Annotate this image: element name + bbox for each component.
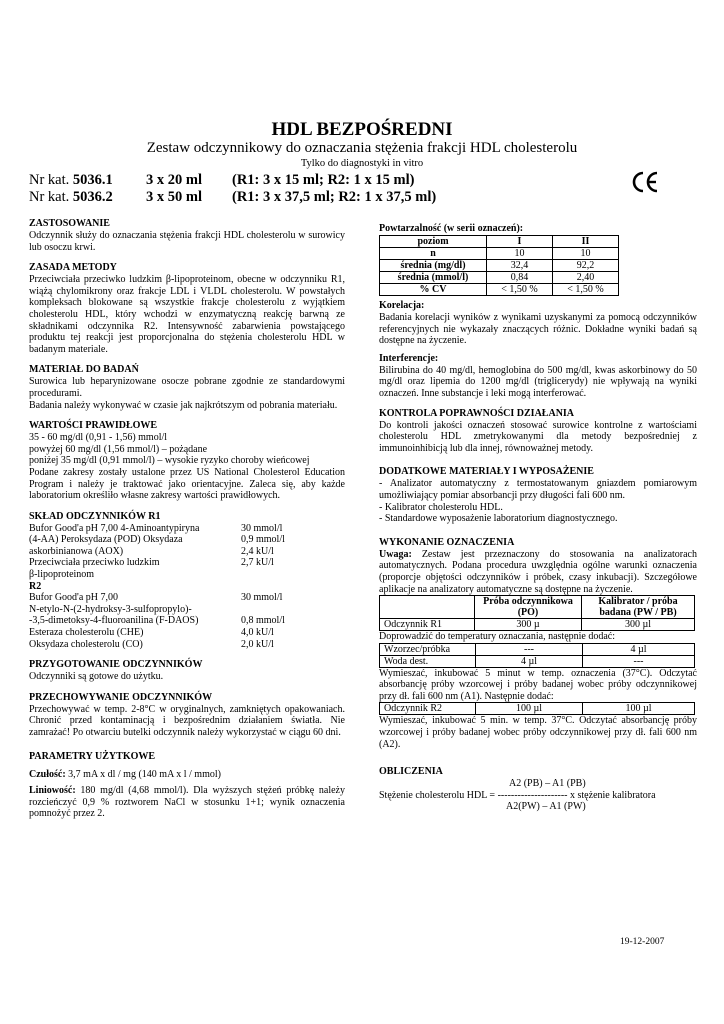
section-sklad	[29, 511, 345, 651]
list-item: - Standardowe wyposażenie laboratorium diagnostycznego.	[379, 513, 618, 525]
section-parametry	[29, 751, 345, 820]
table-row: średnia (mg/dl) 32,4 92,2	[380, 260, 619, 272]
section-text: Przeciwciała przeciwko ludzkim β-lipoproteinom, obecne w odczynniku R1, wiążą chylomikrony oraz frakcje LDL i VLDL cholesterolu. W powstałych kompleksach blokowane są wszystkie frakcje cholesterolu z wyjątkiem cholesterolu HDL, który wchodzi w enzymatyczną reakcję barwną ze składnikami odczynnika R2. Intensywność zabarwienia powstającego produktu tej reakcji jest proporcjonalna do stężenia cholesterolu HDL w badanym materiale.	[29, 274, 345, 355]
reagent-row: β-lipoproteinom	[29, 569, 95, 581]
document-date: 19-12-2007	[620, 937, 665, 947]
section-text: Surowica lub heparynizowane osocze pobrane zgodnie ze standardowymi procedurami.	[29, 376, 345, 399]
section-przechowywanie	[29, 692, 345, 739]
section-text: Odczynniki są gotowe do użytku.	[29, 671, 164, 683]
section-heading: ZASADA METODY	[29, 262, 117, 274]
section-text: Przechowywać w temp. 2-8°C w oryginalnych, zamkniętych opakowaniach. Chronić przed kontaminacją i bezpośrednim działaniem światła. Nie zamrażać! Po otwarciu butelki odczynnik należy wykorzystać w ciągu 60 dni.	[29, 703, 345, 738]
reagent-row: -3,5-dimetoksy-4-fluoroanilina (F-DAOS) 0,8 mmol/l	[29, 615, 285, 627]
section-heading: PRZECHOWYWANIE ODCZYNNIKÓW	[29, 691, 213, 703]
procedure-step: Wymieszać, inkubować 5 minut w temp. oznaczenia (37°C). Odczytać absorbancję próby wzorcowej i próby badanej wobec próby odczynnikowej przy dł. fali 600 nm (A1). Następnie dodać:	[379, 667, 697, 702]
section-heading: DODATKOWE MATERIAŁY I WYPOSAŻENIE	[379, 466, 594, 478]
range-line: powyżej 60 mg/dl (1,56 mmol/l) – pożądane	[29, 443, 208, 455]
table-row: Woda dest. 4 µl ---	[380, 655, 695, 667]
list-item: - Analizator automatyczny z termostatowanym gniazdem pomiarowym umożliwiający pomiar absorbancji przy długości fali 600 nm.	[379, 478, 697, 501]
section-text: Badania korelacji wyników z wynikami uzyskanymi za pomocą odczynników referencyjnych nie wykazały znaczących różnic. Dokładne wyniki badań są dostępne na życzenie.	[379, 312, 697, 347]
section-text: Badania należy wykonywać w czasie jak najkrótszym od pobrania materiału.	[29, 399, 338, 411]
ce-mark-icon	[631, 170, 659, 194]
section-wartosci	[29, 420, 345, 502]
section-heading: WYKONANIE OZNACZENIA	[379, 536, 515, 548]
section-heading: Korelacja:	[379, 300, 425, 311]
range-line: poniżej 35 mg/dl (0,91 mmol/l) – wysokie ryzyko choroby wieńcowej	[29, 455, 310, 467]
procedure-table	[379, 595, 695, 631]
reagent-row: Bufor Good'a pH 7,00 4-Aminoantypiryna 30 mmol/l	[29, 522, 283, 534]
catalog-quantity: 3 x 20 ml	[146, 172, 202, 188]
section-text: Bilirubina do 40 mg/dl, hemoglobina do 500 mg/dl, kwas askorbinowy do 50 mg/dl oraz lipemia do 1200 mg/dl (triglicerydy) nie wpływają na wyniki oznaczeń. Inne substancje i leki mogą interferować.	[379, 364, 697, 399]
reagent-row: Oksydaza cholesterolu (CO) 2,0 kU/l	[29, 638, 274, 650]
section-obliczenia	[379, 766, 697, 813]
table-row: Odczynnik R1 300 µ 300 µl	[380, 619, 695, 631]
section-kontrola	[379, 408, 697, 455]
reagent-row: (4-AA) Peroksydaza (POD) Oksydaza 0,9 mmol/l	[29, 534, 285, 546]
table-header-row: Próba odczynnikowa (PO) Kalibrator / próba badana (PW / PB)	[380, 596, 695, 619]
reagent-row: N-etylo-N-(2-hydroksy-3-sulfopropylo)-	[29, 603, 192, 615]
section-dodatkowe	[379, 466, 697, 524]
section-heading: PARAMETRY UŻYTKOWE	[29, 750, 156, 762]
section-heading: KONTROLA POPRAWNOŚCI DZIAŁANIA	[379, 407, 575, 419]
section-wykonanie	[379, 537, 697, 751]
procedure-step: Doprowadzić do temperatury oznaczania, następnie dodać:	[379, 631, 616, 643]
table-row: średnia (mmol/l) 0,84 2,40	[380, 272, 619, 284]
catalog-quantity: 3 x 50 ml	[146, 189, 202, 205]
formula-line: Stężenie cholesterolu HDL = --------------------- x stężenie kalibratora	[379, 789, 656, 801]
section-heading: OBLICZENIA	[379, 766, 443, 778]
formula-denominator: A2(PW) – A1 (PW)	[506, 801, 586, 813]
section-przygotowanie	[29, 659, 345, 683]
liniowosc-line: Liniowość: 180 mg/dl (4,68 mmol/l). Dla wyższych stężeń próbkę należy rozcieńczyć 0,9 % roztworem NaCl w stosunku 1+1; wynik oznaczenia pomnożyć przez 2.	[29, 785, 345, 820]
section-heading: Powtarzalność (w serii oznaczeń):	[379, 223, 524, 234]
section-text: Podane zakresy zostały ustalone przez US National Cholesterol Education Program i należy je traktować jako orientacyjne. Zaleca się, aby każde laboratorium określiło własne zakresy wartości prawidłowych.	[29, 466, 345, 502]
r2-label: R2	[29, 580, 42, 592]
czulosc-line: Czułość: 3,7 mA x dl / mg (140 mA x l / mmol)	[29, 768, 221, 780]
reagent-row: askorbinianowa (AOX) 2,4 kU/l	[29, 545, 274, 557]
procedure-step: Wymieszać, inkubować 5 min. w temp. 37°C. Odczytać absorbancję próby wzorcowej i próby badanej wobec próby odczynnikowej przy dł. fali 600 nm (A2).	[379, 715, 697, 750]
reagent-row: Przeciwciała przeciwko ludzkim 2,7 kU/l	[29, 557, 274, 569]
range-line: 35 - 60 mg/dl (0,91 - 1,56) mmol/l	[29, 432, 168, 444]
table-row: % CV < 1,50 % < 1,50 %	[380, 284, 619, 296]
procedure-table	[379, 643, 695, 668]
table-row: Odczynnik R2 100 µl 100 µl	[380, 703, 695, 715]
section-zasada	[29, 262, 345, 355]
table-header-row: poziom I II	[380, 236, 619, 248]
section-heading: PRZYGOTOWANIE ODCZYNNIKÓW	[29, 659, 203, 671]
catalog-composition: (R1: 3 x 37,5 ml; R2: 1 x 37,5 ml)	[232, 189, 437, 205]
reagent-row: Esteraza cholesterolu (CHE) 4,0 kU/l	[29, 627, 274, 639]
section-korelacja	[379, 300, 697, 347]
procedure-table	[379, 702, 695, 715]
diagnostic-note: Tylko do diagnostyki in vitro	[300, 158, 424, 169]
section-heading: Interferencje:	[379, 352, 439, 364]
list-item: - Kalibrator cholesterolu HDL.	[379, 501, 503, 513]
right-column	[379, 223, 697, 819]
reagent-row: Bufor Good'a pH 7,00 30 mmol/l	[29, 592, 283, 604]
repeatability-table	[379, 235, 619, 296]
section-text: Do kontroli jakości oznaczeń stosować surowice kontrolne z wartościami cholesterolu HDL zmetrykowanymi dla metody bezpośredniej z immunoinhibicją lub dla innej, równoważnej metody.	[379, 419, 697, 454]
section-text: Odczynnik służy do oznaczania stężenia frakcji HDL cholesterolu w surowicy lub osoczu krwi.	[29, 230, 345, 253]
catalog-row: Nr kat. 5036.1	[29, 172, 113, 188]
catalog-number: 5036.1	[72, 172, 113, 188]
table-row: Wzorzec/próbka --- 4 µl	[380, 643, 695, 655]
section-heading: ZASTOSOWANIE	[29, 218, 110, 229]
document-title: HDL BEZPOŚREDNI	[271, 119, 453, 140]
table-row: n 10 10	[380, 248, 619, 260]
formula-numerator: A2 (PB) – A1 (PB)	[509, 778, 586, 790]
section-heading: SKŁAD ODCZYNNIKÓW R1	[29, 510, 161, 522]
left-column	[29, 218, 345, 826]
section-material	[29, 364, 345, 411]
catalog-number: 5036.2	[72, 189, 113, 205]
catalog-row: Nr kat. 5036.2	[29, 189, 113, 205]
document-subtitle: Zestaw odczynnikowy do oznaczania stężenia frakcji HDL cholesterolu	[146, 140, 578, 156]
section-interferencje	[379, 353, 697, 400]
section-zastosowanie	[29, 218, 345, 253]
catalog-composition: (R1: 3 x 15 ml; R2: 1 x 15 ml)	[232, 172, 415, 188]
section-heading: MATERIAŁ DO BADAŃ	[29, 364, 139, 376]
section-text: Uwaga: Zestaw jest przeznaczony do stosowania na analizatorach automatycznych. Podana procedura uwzględnia ogólne warunki oznaczenia (proporcje objętości odczynników i próbek, czasy inkubacji). Szczegółowe aplikacje na analizatory automatyczne są dostępne na życzenie.	[379, 548, 697, 595]
section-heading: WARTOŚCI PRAWIDŁOWE	[29, 420, 158, 432]
